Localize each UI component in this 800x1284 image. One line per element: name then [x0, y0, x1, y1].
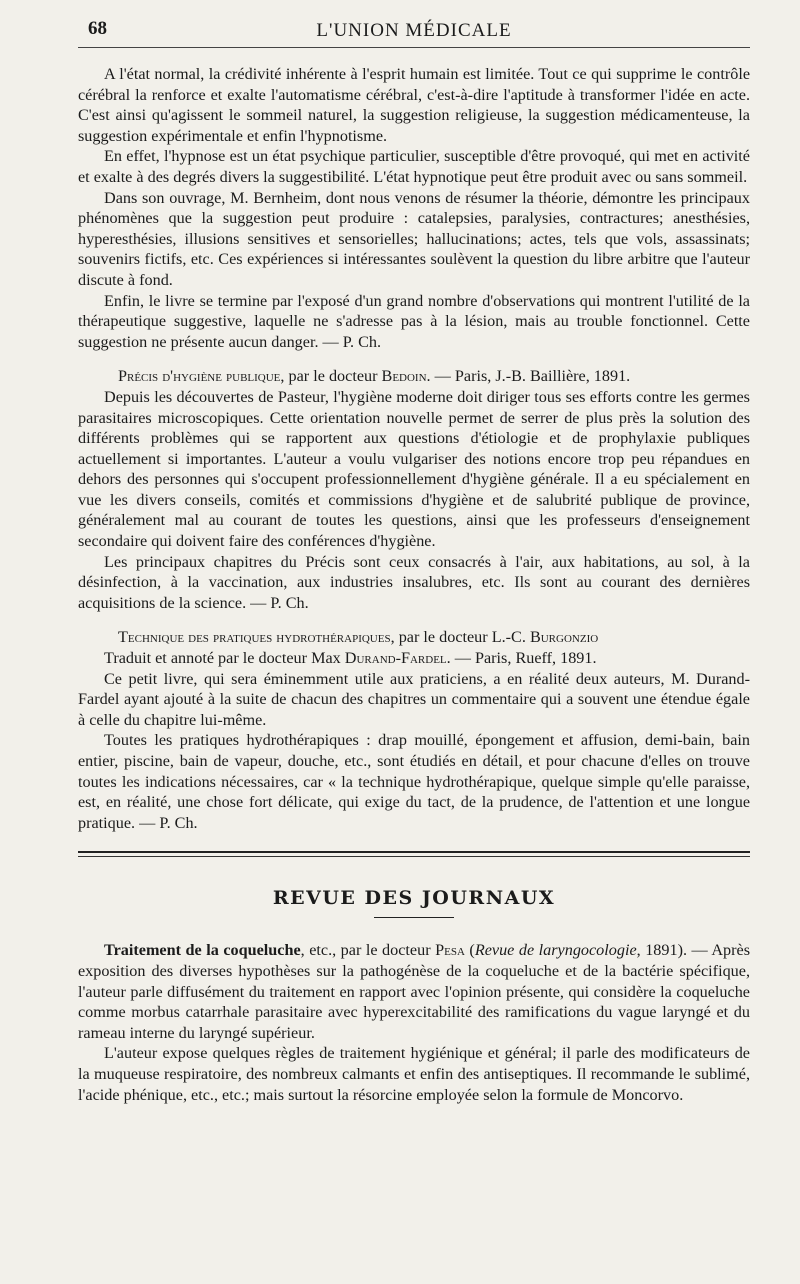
translator-line — [78, 648, 750, 669]
translator-name: Durand-Fardel — [344, 649, 447, 668]
page-body — [78, 64, 750, 1105]
section-title: REVUE DES JOURNAUX — [272, 887, 556, 910]
journal-article — [78, 940, 750, 1105]
byline: , par le docteur L.-C. — [390, 628, 530, 647]
paragraph: Enfin, le livre se termine par l'exposé d'un grand nombre d'observations qui montrent l'utilité de la thérapeutique suggestive, laquelle ne s'adresse pas à la lésion, mais au trouble fonctionnel. Cette suggestion ne présente aucun danger. — P. Ch. — [78, 291, 750, 351]
review-heading — [78, 627, 750, 648]
page-number: 68 — [88, 18, 107, 39]
header-rule — [78, 47, 750, 48]
translator-prefix: Traduit et annoté par le docteur Max — [104, 649, 345, 668]
running-title: L'UNION MÉDICALE — [316, 20, 512, 41]
paragraph: En effet, l'hypnose est un état psychique particulier, susceptible d'être provoqué, qui met en activité et exalte à des degrés divers la suggestibilité. L'état hypnotique peut être produit avec ou sans sommeil. — [78, 147, 750, 186]
paragraph: Toutes les pratiques hydrothérapiques : drap mouillé, épongement et affusion, demi-bain, bain entier, piscine, bain de vapeur, douche, etc., sont étudiés en détail, et pour chacune d'elles on trouve toutes les indications nécessaires, car « la technique hydrothérapique, quelque simple qu'elle paraisse, est, en réalité, une chose fort délicate, qui exige du tact, de la prudence, de l'attention et une longue pratique. — P. Ch. — [78, 731, 750, 832]
section-divider — [78, 851, 750, 857]
publisher-info: . — Paris, Rueff, 1891. — [446, 649, 597, 668]
paragraph: Ce petit livre, qui sera éminemment utile aux praticiens, a en réalité deux auteurs, M. Durand-Fardel ayant ajouté à la suite de chacun des chapitres un commentaire qui a souvent une étendue égale à celle du chapitre lui-même. — [78, 669, 750, 729]
byline: , par le docteur — [280, 367, 382, 386]
author-name: Bedoin — [381, 367, 427, 386]
book-title: Précis d'hygiène publique — [118, 367, 281, 386]
article-text: , 1891). — Après exposition des diverses hypothèses sur la pathogénèse de la coqueluche et de la bactérie spécifique, l'auteur parle diffusément du traitement en rapport avec l'opinion présente, qui considère la coqueluche comme morbus catarrhale parasitaire avec hyperexcitabilité des ramifications du vague laryngé et du rameau interne du laryngé supérieur. — [78, 941, 750, 1042]
article-byline: , etc., par le docteur — [300, 941, 436, 960]
book-review-2 — [78, 366, 750, 613]
paragraph: Depuis les découvertes de Pasteur, l'hygiène moderne doit diriger tous ses efforts contre les germes parasitaires microscopiques. Cette orientation nouvelle permet de serrer de plus près la solution des différents problèmes qui se rapportent aux questions d'étiologie et de prophylaxie publiques actuellement si importantes. L'auteur a voulu vulgariser des notions encore trop peu répandues en dehors des personnes qui s'occupent professionnellement d'hygiène générale. Il a eu spécialement en vue les divers conseils, comités et commissions d'hygiène et de salubrité publique de province, généralement mal au courant de toutes les questions, ainsi que les professeurs d'enseignement secondaire qui doivent faire des conférences d'hygiène. — [78, 387, 750, 551]
book-title: Technique des pratiques hydrothérapiques — [118, 628, 391, 647]
paragraph: A l'état normal, la crédivité inhérente à l'esprit humain est limitée. Tout ce qui supprime le contrôle cérébral la renforce et exalte l'automatisme cérébral, c'est-à-dire l'aptitude à transformer l'idée en acte. C'est ainsi qu'agissent le sommeil naturel, la suggestion religieuse, la suggestion médicamenteuse, la suggestion expérimentale et enfin l'hypnotisme. — [78, 65, 750, 145]
section-title-underline — [374, 917, 454, 918]
page-header — [78, 14, 750, 48]
paragraph: Dans son ouvrage, M. Bernheim, dont nous venons de résumer la théorie, démontre les principaux phénomènes que la suggestion peut produire : catalepsies, paralysies, contractures; anesthésies, hyperesthésies, illusions sensitives et sensorielles; hallucinations; actes, tels que vols, assassinats; souvenirs fictifs, etc. Ces expériences si intéressantes soulèvent la question du libre arbitre que l'auteur discute à fond. — [78, 188, 750, 289]
journal-name: Revue de laryngocologie — [474, 941, 637, 960]
book-review-3 — [78, 627, 750, 833]
article-lead-paragraph: Traitement de la coqueluche, etc., par le docteur Pesa (Revue de laryngocologie, 1891). — Après exposition des diverses hypothèses sur la pathogénèse de la coqueluche et de la bactérie spécifique, l'auteur parle diffusément du traitement en rapport avec l'opinion présente, qui considère la coqueluche comme morbus catarrhale parasitaire avec hyperexcitabilité des ramifications du vague laryngé et du rameau interne du laryngé supérieur. — [78, 941, 750, 1042]
article-author: Pesa — [435, 941, 465, 960]
book-review-1 — [78, 64, 750, 352]
paragraph: L'auteur expose quelques règles de traitement hygiénique et général; il parle des modificateurs de la muqueuse respiratoire, des nombreux calmants et enfin des antiseptiques. Il recommande le sublimé, l'acide phénique, etc., etc.; mais surtout la résorcine employée selon la formule de Moncorvo. — [78, 1044, 750, 1104]
review-heading — [78, 366, 750, 387]
paragraph: Les principaux chapitres du Précis sont ceux consacrés à l'air, aux habitations, au sol, à la désinfection, à la vaccination, aux industries insalubres, etc. Ils sont au courant des dernières acquisitions de la science. — P. Ch. — [78, 552, 750, 612]
article-title: Traitement de la coqueluche — [104, 941, 301, 960]
publisher-info: . — Paris, J.-B. Baillière, 1891. — [426, 367, 631, 386]
author-name: Burgonzio — [529, 628, 599, 647]
